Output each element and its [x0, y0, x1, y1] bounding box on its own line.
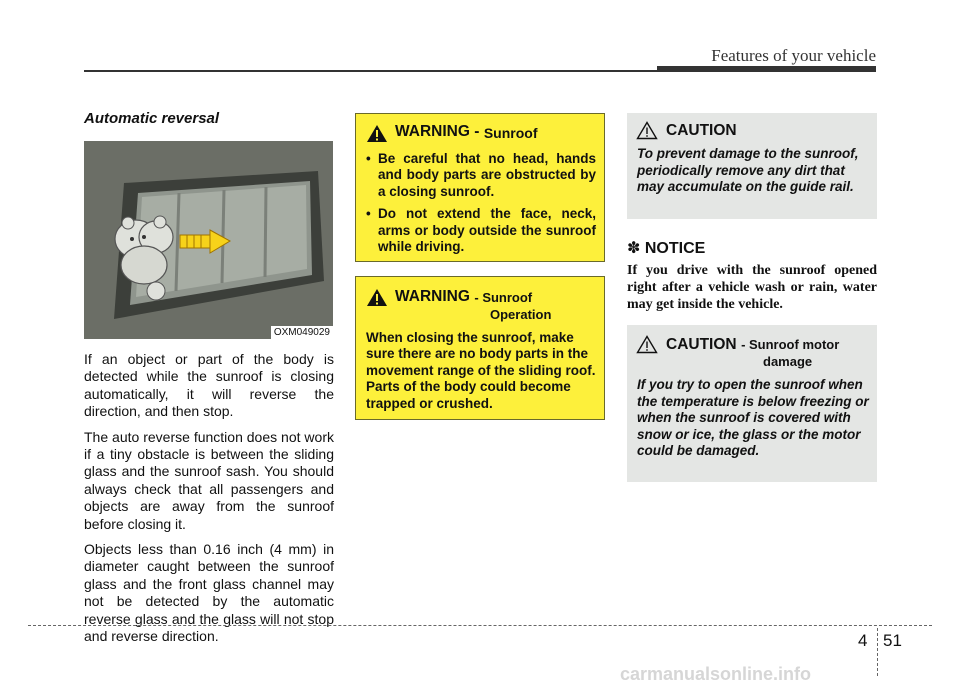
caution-body: If you try to open the sunroof when the temperature is below freezing or when the sunroof is covered with snow or ice, the glass or the motor could be damaged.: [637, 377, 869, 459]
warning-header: [356, 277, 604, 322]
section-title: Automatic reversal: [84, 110, 220, 127]
figure-code: OXM049029: [271, 326, 333, 339]
warning-label: WARNING: [395, 288, 470, 305]
warning-bullet-2: • Do not extend the face, neck, arms or body outside the sunroof while driving.: [366, 206, 596, 255]
sunroof-figure: [84, 141, 333, 339]
warning-box-sunroof: [355, 113, 605, 262]
caution-header: [627, 113, 877, 140]
chapter-number: 4: [858, 631, 868, 650]
warning-bullet-list: [366, 151, 596, 255]
warning-header: [356, 114, 604, 143]
paragraph-3: Objects less than 0.16 inch (4 mm) in diameter caught between the sunroof glass and the front glass channel may not be detected by the automatic reverse glass and the glass will not stop and reverse direction.: [84, 541, 334, 645]
paragraph-2: The auto reverse function does not work if a tiny obstacle is between the sliding glass and the sunroof sash. You should always check that all passengers and objects are away from the sunroof before closing it.: [84, 428, 334, 532]
caution-triangle-icon: [636, 121, 658, 140]
caution-triangle-icon: [636, 335, 658, 354]
notice-title: ✽ NOTICE: [627, 240, 706, 257]
caution-body: To prevent damage to the sunroof, periodically remove any dirt that may accumulate on the guide rail.: [637, 146, 859, 195]
notice-body: If you drive with the sunroof opened right after a vehicle wash or rain, water may get inside the vehicle.: [627, 263, 877, 312]
warning-triangle-icon: [366, 288, 388, 307]
caution-box-guide-rail: [627, 113, 877, 219]
caution-subject-line2: damage: [763, 354, 813, 369]
warning-box-sunroof-operation: [355, 276, 605, 420]
warning-bullet-1: • Be careful that no head, hands and body parts are obstructed by a closing sunroof.: [366, 151, 596, 200]
watermark: carmanualsonline.info: [620, 664, 812, 684]
caution-label: CAUTION: [666, 121, 737, 139]
warning-subject-line1: - Sunroof: [474, 289, 533, 305]
footer-rule: [28, 625, 932, 626]
footer-divider: [877, 628, 878, 676]
caution-subject-line1: - Sunroof motor: [741, 337, 840, 352]
header-rule: [84, 70, 876, 72]
warning-label: WARNING -: [395, 123, 480, 140]
warning-subject-line2: Operation: [490, 307, 552, 322]
page-number: 51: [883, 631, 902, 650]
caution-label: CAUTION: [666, 335, 737, 353]
left-column: [84, 110, 334, 646]
warning-subject: Sunroof: [483, 125, 538, 141]
warning-triangle-icon: [366, 124, 388, 143]
running-header-title: Features of your vehicle: [711, 46, 876, 65]
paragraph-1: If an object or part of the body is detected while the sunroof is closing automatically, it will reverse the direction, and then stop.: [84, 351, 334, 420]
caution-box-motor-damage: [627, 325, 877, 482]
sunroof-illustration: [84, 141, 333, 339]
caution-header: [627, 325, 877, 354]
warning-body: When closing the sunroof, make sure there are no body parts in the movement range of the sliding roof. Parts of the body could become trapped or crushed.: [366, 330, 596, 411]
